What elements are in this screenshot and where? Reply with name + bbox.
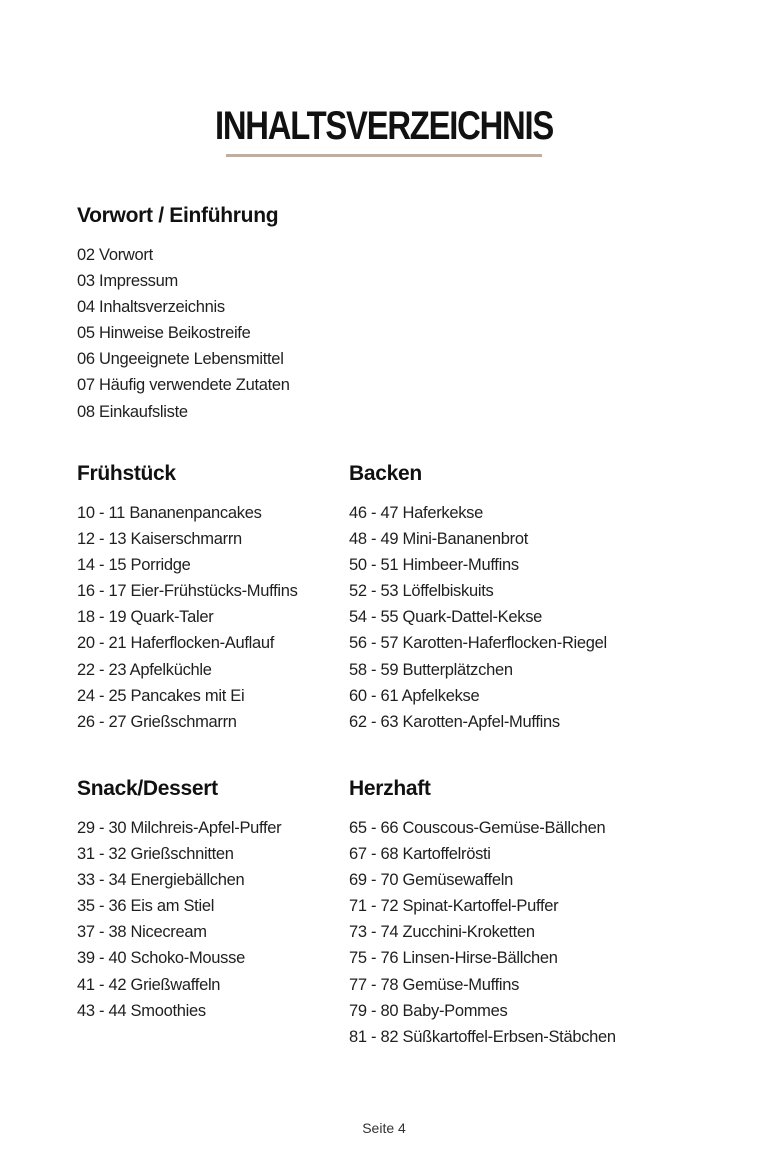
section-intro: [77, 204, 290, 425]
toc-entry: 58 - 59 Butterplätzchen: [349, 660, 513, 679]
toc-entry: 75 - 76 Linsen-Hirse-Bällchen: [349, 949, 558, 968]
toc-entry: 35 - 36 Eis am Stiel: [77, 897, 215, 916]
toc-entry: 31 - 32 Grießschnitten: [77, 845, 234, 864]
section-baking: [349, 462, 607, 735]
toc-entry: 04 Inhaltsverzeichnis: [77, 298, 225, 317]
toc-entry: 02 Vorwort: [77, 246, 153, 264]
toc-entry: 50 - 51 Himbeer-Muffins: [349, 556, 519, 575]
toc-entry: 06 Ungeeignete Lebensmittel: [77, 350, 284, 369]
toc-list: [349, 500, 607, 735]
toc-list: [77, 242, 290, 425]
toc-entry: 07 Häufig verwendete Zutaten: [77, 376, 290, 395]
toc-entry: 46 - 47 Haferkekse: [349, 504, 484, 522]
toc-entry: 65 - 66 Couscous-Gemüse-Bällchen: [349, 819, 606, 837]
toc-entry: 12 - 13 Kaiserschmarrn: [77, 530, 242, 549]
toc-entry: 03 Impressum: [77, 272, 178, 291]
page-title: INHALTSVERZEICHNIS: [214, 104, 554, 148]
section-snack: [77, 777, 281, 1024]
toc-entry: 26 - 27 Grießschmarrn: [77, 712, 237, 731]
section-savory: [349, 777, 616, 1050]
toc-list: [77, 500, 298, 735]
toc-entry: 62 - 63 Karotten-Apfel-Muffins: [349, 712, 560, 731]
toc-entry: 33 - 34 Energiebällchen: [77, 871, 245, 890]
section-heading: Backen: [349, 462, 422, 485]
toc-entry: 60 - 61 Apfelkekse: [349, 686, 480, 705]
toc-entry: 29 - 30 Milchreis-Apfel-Puffer: [77, 819, 282, 837]
toc-entry: 69 - 70 Gemüsewaffeln: [349, 871, 513, 890]
section-heading: Herzhaft: [349, 777, 431, 800]
toc-entry: 16 - 17 Eier-Frühstücks-Muffins: [77, 582, 298, 601]
toc-entry: 54 - 55 Quark-Dattel-Kekse: [349, 608, 543, 627]
toc-entry: 37 - 38 Nicecream: [77, 923, 207, 942]
toc-entry: 56 - 57 Karotten-Haferflocken-Riegel: [349, 634, 607, 653]
toc-entry: 14 - 15 Porridge: [77, 556, 191, 575]
toc-entry: 48 - 49 Mini-Bananenbrot: [349, 530, 528, 549]
toc-entry: 71 - 72 Spinat-Kartoffel-Puffer: [349, 897, 559, 916]
toc-entry: 43 - 44 Smoothies: [77, 1001, 206, 1020]
toc-entry: 67 - 68 Kartoffelrösti: [349, 845, 491, 864]
toc-entry: 10 - 11 Bananenpancakes: [77, 504, 262, 522]
toc-entry: 20 - 21 Haferflocken-Auflauf: [77, 634, 275, 653]
section-heading: Frühstück: [77, 462, 176, 485]
toc-entry: 39 - 40 Schoko-Mousse: [77, 949, 245, 968]
toc-entry: 22 - 23 Apfelküchle: [77, 660, 212, 679]
section-heading: Vorwort / Einführung: [77, 204, 279, 227]
toc-entry: 52 - 53 Löffelbiskuits: [349, 582, 494, 601]
toc-entry: 41 - 42 Grießwaffeln: [77, 975, 221, 994]
section-heading: Snack/Dessert: [77, 777, 218, 800]
page-number: Seite 4: [362, 1120, 406, 1136]
toc-entry: 24 - 25 Pancakes mit Ei: [77, 686, 245, 705]
toc-entry: 05 Hinweise Beikostreife: [77, 324, 251, 343]
title-underline: [226, 154, 542, 157]
toc-list: [349, 815, 616, 1050]
toc-list: [77, 815, 281, 1024]
section-breakfast: [77, 462, 298, 735]
toc-entry: 77 - 78 Gemüse-Muffins: [349, 975, 520, 994]
toc-entry: 08 Einkaufsliste: [77, 402, 188, 421]
toc-entry: 73 - 74 Zucchini-Kroketten: [349, 923, 535, 942]
toc-entry: 18 - 19 Quark-Taler: [77, 608, 214, 627]
toc-entry: 81 - 82 Süßkartoffel-Erbsen-Stäbchen: [349, 1027, 616, 1046]
toc-entry: 79 - 80 Baby-Pommes: [349, 1001, 508, 1020]
